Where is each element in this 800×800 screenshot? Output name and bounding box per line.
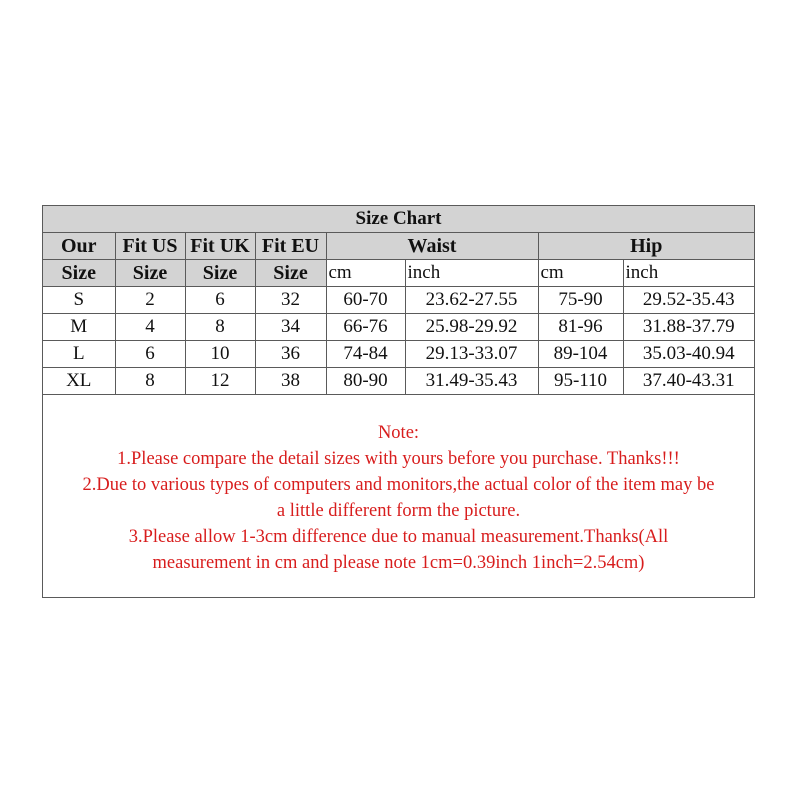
cell-waist-inch: 23.62-27.55 xyxy=(405,287,538,314)
hip-unit-cm: cm xyxy=(538,260,623,287)
cell-waist-inch: 29.13-33.07 xyxy=(405,341,538,368)
cell-uk: 6 xyxy=(185,287,255,314)
note-heading: Note: xyxy=(377,423,420,443)
cell-us: 6 xyxy=(115,341,185,368)
cell-uk: 10 xyxy=(185,341,255,368)
header-fit-uk-size: Size xyxy=(185,260,255,287)
cell-hip-inch: 35.03-40.94 xyxy=(623,341,754,368)
cell-us: 8 xyxy=(115,368,185,395)
header-waist: Waist xyxy=(326,233,538,260)
cell-hip-cm: 95-110 xyxy=(538,368,623,395)
note-line: 2.Due to various types of computers and monitors,the actual color of the item may be xyxy=(82,475,715,495)
size-table xyxy=(43,206,754,395)
waist-unit-inch: inch xyxy=(405,260,538,287)
cell-size: XL xyxy=(43,368,115,395)
cell-eu: 32 xyxy=(255,287,326,314)
table-row xyxy=(43,314,754,341)
cell-uk: 12 xyxy=(185,368,255,395)
header-fit-uk: Fit UK xyxy=(185,233,255,260)
table-title: Size Chart xyxy=(43,206,754,233)
cell-hip-cm: 89-104 xyxy=(538,341,623,368)
header-our: Our xyxy=(43,233,115,260)
cell-waist-inch: 31.49-35.43 xyxy=(405,368,538,395)
cell-us: 2 xyxy=(115,287,185,314)
header-fit-eu-size: Size xyxy=(255,260,326,287)
size-chart xyxy=(42,205,755,598)
note-line: 3.Please allow 1-3cm difference due to manual measurement.Thanks(All xyxy=(128,527,669,547)
cell-hip-inch: 29.52-35.43 xyxy=(623,287,754,314)
cell-us: 4 xyxy=(115,314,185,341)
cell-hip-inch: 31.88-37.79 xyxy=(623,314,754,341)
waist-unit-cm: cm xyxy=(326,260,405,287)
header-hip: Hip xyxy=(538,233,754,260)
cell-hip-inch: 37.40-43.31 xyxy=(623,368,754,395)
cell-hip-cm: 75-90 xyxy=(538,287,623,314)
cell-eu: 34 xyxy=(255,314,326,341)
table-row xyxy=(43,341,754,368)
cell-size: S xyxy=(43,287,115,314)
cell-waist-inch: 25.98-29.92 xyxy=(405,314,538,341)
note-line: 1.Please compare the detail sizes with yours before you purchase. Thanks!!! xyxy=(117,449,680,469)
cell-uk: 8 xyxy=(185,314,255,341)
notes xyxy=(43,420,754,576)
cell-waist-cm: 66-76 xyxy=(326,314,405,341)
cell-size: M xyxy=(43,314,115,341)
cell-waist-cm: 60-70 xyxy=(326,287,405,314)
cell-eu: 38 xyxy=(255,368,326,395)
header-our-size: Size xyxy=(43,260,115,287)
table-row xyxy=(43,368,754,395)
header-fit-us: Fit US xyxy=(115,233,185,260)
cell-eu: 36 xyxy=(255,341,326,368)
hip-unit-inch: inch xyxy=(623,260,754,287)
cell-waist-cm: 74-84 xyxy=(326,341,405,368)
table-row xyxy=(43,287,754,314)
cell-waist-cm: 80-90 xyxy=(326,368,405,395)
header-fit-us-size: Size xyxy=(115,260,185,287)
cell-size: L xyxy=(43,341,115,368)
header-fit-eu: Fit EU xyxy=(255,233,326,260)
note-line: a little different form the picture. xyxy=(276,501,521,521)
cell-hip-cm: 81-96 xyxy=(538,314,623,341)
note-line: measurement in cm and please note 1cm=0.39inch 1inch=2.54cm) xyxy=(152,553,645,573)
